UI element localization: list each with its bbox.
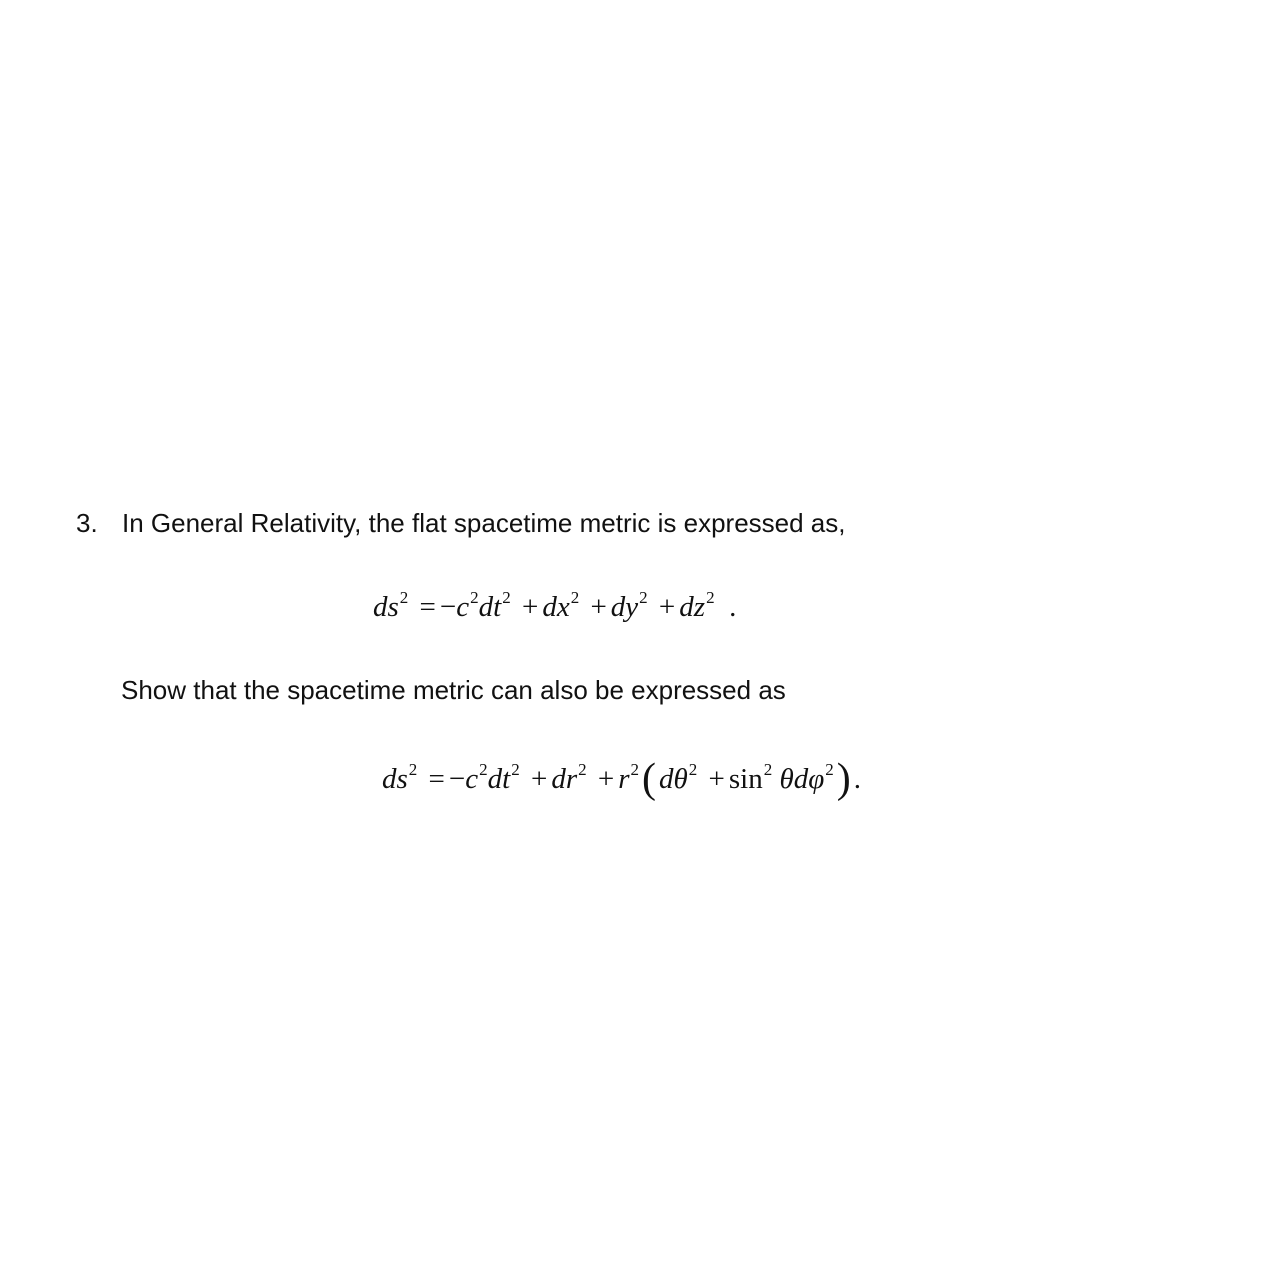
equation-flat-cartesian-metric: $ds^2 = -c^2dt^2 + dx^2 + dy^2 + dz^2$ . — [373, 588, 737, 623]
question-3 — [76, 505, 1226, 541]
equation-spherical-metric: $ds^2 = -c^2dt^2 + dr^2 + r^2$( $d\theta^2 + \sin^2 \theta d\varphi^2$) . — [382, 756, 862, 802]
question-intro-line — [76, 505, 1226, 541]
question-number: 3. — [76, 508, 98, 538]
instruction-text: Show that the spacetime metric can also be expressed as — [121, 675, 786, 705]
question-intro-text: In General Relativity, the flat spacetime metric is expressed as, — [122, 508, 846, 538]
